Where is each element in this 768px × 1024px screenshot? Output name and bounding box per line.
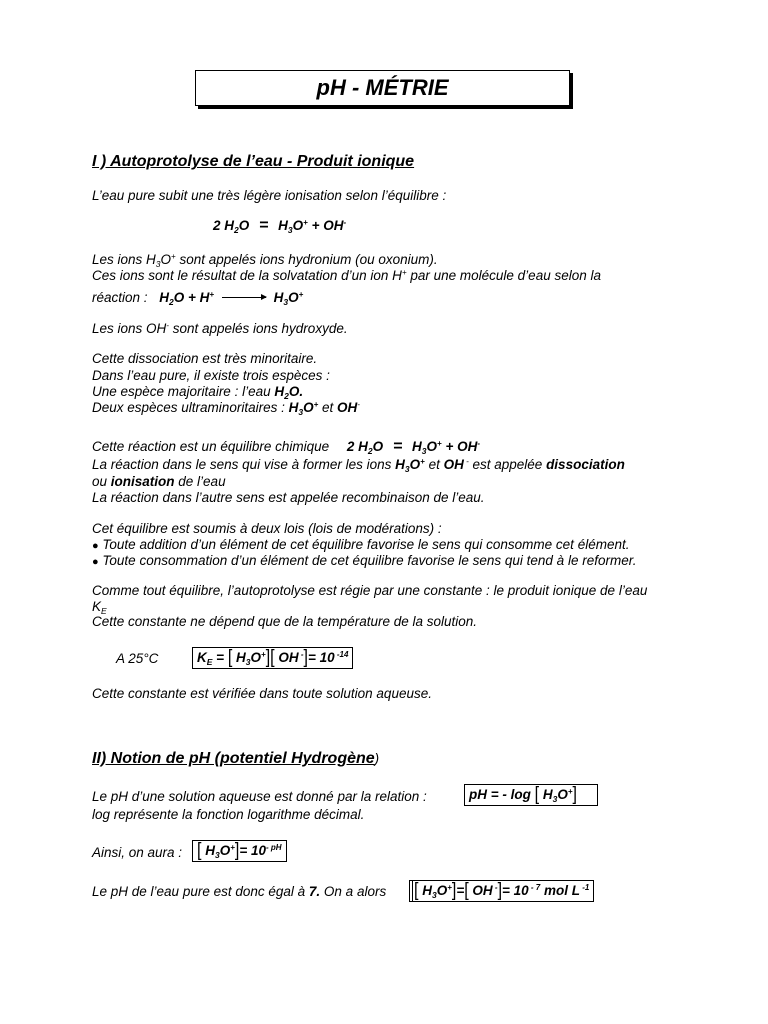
hydronium-text: Les ions $H_3O^+$ sont appelés ions hydronium (ou oxonium).	[92, 252, 438, 269]
ph-relation-text: Le pH d’une solution aqueuse est donné par la relation :	[92, 789, 427, 804]
solvatation-text: Ces ions sont le résultat de la solvatation d’un ion H+ par une molécule d’eau selon la	[92, 268, 601, 283]
intro-text: L’eau pure subit une très légère ionisation selon l’équilibre :	[92, 188, 447, 203]
constante-line-1: Comme tout équilibre, l’autoprotolyse est régie par une constante : le produit ionique de l’eau	[92, 583, 648, 598]
equilibre-line-4: La réaction dans l’autre sens est appelée recombinaison de l’eau.	[92, 490, 485, 505]
bullet-icon: ●	[92, 556, 99, 568]
dissociation-line-3: Une espèce majoritaire : l’eau $H_2O$.	[92, 384, 304, 401]
page-title: pH - MÉTRIE	[195, 70, 570, 106]
ke-formula-box: $K_E$ = [ $H_3O^+$][ OH -]= 10 $^{-14}$	[192, 647, 353, 669]
dissociation-line-2: Dans l’eau pure, il existe trois espèces :	[92, 368, 330, 383]
reaction-line: réaction : $H_2O + H^+$ $H_3O^+$	[92, 290, 304, 307]
bullet-icon: ●	[92, 540, 99, 552]
equation-autoprotolyse: 2 $H_2O = H_3O^+ + OH^-$	[213, 217, 347, 235]
hydroxyde-text: Les ions OH- sont appelés ions hydroxyde.	[92, 321, 348, 336]
eau-pure-box: [ $H_3O^+]=$[ OH -]= 10 $^{- 7}$ mol L $^{-1}$	[409, 880, 594, 902]
lois-line-1: Cet équilibre est soumis à deux lois (lois de modérations) :	[92, 521, 442, 536]
lois-bullet-1: ● Toute addition d’un élément de cet équilibre favorise le sens qui consomme cet élément.	[92, 537, 630, 552]
verification-text: Cette constante est vérifiée dans toute solution aqueuse.	[92, 686, 432, 701]
temperature-label: A 25°C	[116, 651, 159, 666]
dissociation-line-4: Deux espèces ultraminoritaires : $H_3O^+$ et OH-	[92, 400, 360, 417]
section1-heading: I ) Autoprotolyse de l’eau - Produit ionique	[92, 153, 415, 170]
constante-line-3: Cette constante ne dépend que de la température de la solution.	[92, 614, 478, 629]
h3o-ph-box: [ $H_3O^+]= 10^{- pH}$	[192, 840, 287, 862]
equilibre-line-3: ou ionisation de l’eau	[92, 474, 226, 489]
section2-heading: II) Notion de pH (potentiel Hydrogène)	[92, 750, 380, 767]
ph-definition-box: pH = - log [ $H_3O^+$]	[464, 784, 598, 806]
equilibre-line-1: Cette réaction est un équilibre chimique 2 $H_2O = H_3O^+ + OH^-$	[92, 438, 481, 456]
log-text: log représente la fonction logarithme décimal.	[92, 807, 365, 822]
ainsi-text: Ainsi, on aura :	[92, 845, 183, 860]
equilibre-line-2: La réaction dans le sens qui vise à former les ions $H_3O^+$ et OH - est appelée dissociation	[92, 457, 625, 474]
reaction-arrow-icon	[222, 297, 266, 298]
constante-line-2: $K_E$	[92, 599, 107, 616]
dissociation-line-1: Cette dissociation est très minoritaire.	[92, 351, 318, 366]
lois-bullet-2: ● Toute consommation d’un élément de cet équilibre favorise le sens qui tend à le reformer.	[92, 553, 637, 568]
eau-pure-text: Le pH de l’eau pure est donc égal à 7. On a alors	[92, 884, 387, 899]
